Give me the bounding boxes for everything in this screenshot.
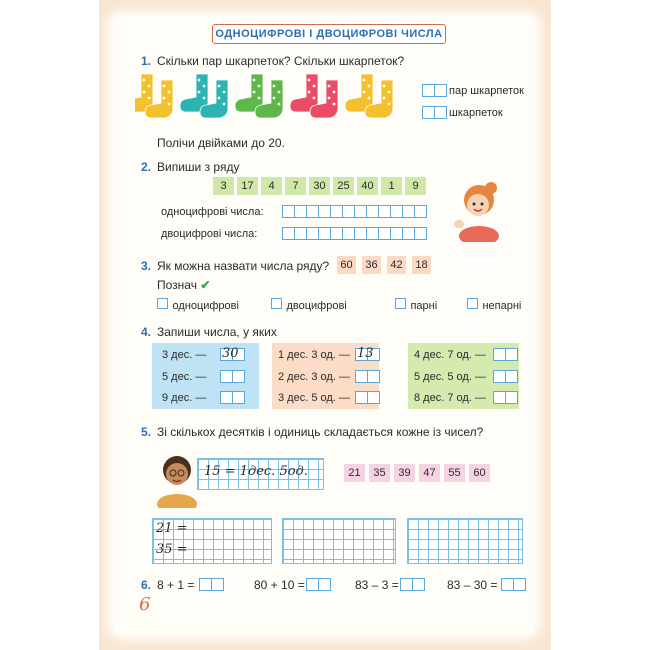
number-chip: 4: [261, 177, 282, 195]
sock-dot: [258, 85, 261, 88]
sock-dot: [253, 79, 256, 82]
tens-card-3: [408, 343, 519, 409]
answer-boxes[interactable]: [220, 391, 244, 404]
sock-dot: [328, 97, 331, 100]
double-digit-boxes[interactable]: [282, 227, 426, 240]
grid-row-21: 21 =: [156, 521, 188, 536]
number-chip: 36: [362, 256, 381, 274]
sock-dot: [148, 97, 151, 100]
sock-dot: [313, 97, 316, 100]
option-label: одноцифрові: [172, 300, 239, 312]
number-chip: 3: [213, 177, 234, 195]
number-chip: 60: [337, 256, 356, 274]
answer-grid-1[interactable]: [152, 518, 272, 564]
card-line-label: 2 дес. 3 од. —: [278, 371, 350, 383]
handwritten-answer: 13: [357, 346, 374, 361]
sock-dot: [273, 85, 276, 88]
tens-card-2: [272, 343, 379, 409]
option-label: двоцифрові: [286, 300, 347, 312]
option-dvotsyfrovi[interactable]: [271, 296, 347, 314]
expr-4: 83 – 30 =: [447, 578, 498, 592]
number-chip: 1: [381, 177, 402, 195]
answer-boxes[interactable]: [493, 348, 517, 361]
sock-dot: [253, 91, 256, 94]
sock-dot: [363, 79, 366, 82]
number-chip: 9: [405, 177, 426, 195]
checkmark-icon: ✔: [200, 278, 211, 292]
expr-1: 8 + 1 =: [157, 578, 195, 592]
task5-question: Зі скількох десятків і одиниць складається кожне із чисел?: [157, 425, 484, 439]
answer-boxes[interactable]: [355, 391, 379, 404]
pairs-answer-boxes[interactable]: [422, 84, 446, 97]
card-line-label: 5 дес. —: [162, 371, 207, 383]
tens-card-1: [152, 343, 259, 409]
answer-cell[interactable]: [414, 205, 427, 218]
sock-dot: [388, 103, 391, 106]
task2-number: 2.: [141, 160, 152, 174]
number-chip: 18: [412, 256, 431, 274]
card-line-label: 4 дес. 7 од. —: [414, 349, 486, 361]
socks-illustration: [135, 72, 415, 132]
sock-dot: [163, 85, 166, 88]
sock-dot: [218, 85, 221, 88]
option-odnotsyfrovi[interactable]: [157, 296, 239, 314]
number-chip: 60: [469, 464, 490, 482]
answer-grid-3[interactable]: [407, 518, 523, 564]
card-line-label: 3 дес. 5 од. —: [278, 392, 350, 404]
number-chip: 35: [369, 464, 390, 482]
number-chip: 7: [285, 177, 306, 195]
sock-dot: [168, 91, 171, 94]
sock-dot: [218, 97, 221, 100]
sock-dot: [203, 85, 206, 88]
option-neparni[interactable]: [467, 296, 521, 314]
expr-3: 83 – 3 =: [355, 578, 399, 592]
option-parni[interactable]: [395, 296, 437, 314]
number-chip: 30: [309, 177, 330, 195]
sock-dot: [168, 103, 171, 106]
expr-4-boxes[interactable]: [501, 578, 525, 591]
sock-dot: [258, 97, 261, 100]
card-line-label: 8 дес. 7 од. —: [414, 392, 486, 404]
expr-2: 80 + 10 =: [254, 578, 305, 592]
number-chip: 42: [387, 256, 406, 274]
sock-dot: [383, 97, 386, 100]
sock-dot: [368, 97, 371, 100]
sock-dot: [198, 91, 201, 94]
sock-dot: [328, 85, 331, 88]
sock-dot: [273, 97, 276, 100]
task5-number: 5.: [141, 425, 152, 439]
sock-dot: [333, 103, 336, 106]
task5-number-row: [344, 464, 490, 482]
socks-label: шкарпеток: [449, 107, 503, 119]
answer-grid-2[interactable]: [282, 518, 396, 564]
task1-note: Полічи двійками до 20.: [157, 136, 285, 150]
task2-number-row: [213, 177, 426, 195]
answer-boxes[interactable]: [355, 370, 379, 383]
sock-dot: [198, 79, 201, 82]
boy-illustration: [155, 452, 201, 508]
checkbox-icon[interactable]: [395, 298, 406, 309]
sock-dot: [223, 103, 226, 106]
card-line-label: 3 дес. —: [162, 349, 207, 361]
number-chip: 17: [237, 177, 258, 195]
example-handwriting: 15 = 1дес. 5од.: [204, 464, 308, 479]
expr-2-boxes[interactable]: [306, 578, 330, 591]
sock-dot: [383, 85, 386, 88]
card-line-label: 9 дес. —: [162, 392, 207, 404]
sock-dot: [368, 85, 371, 88]
sock-dot: [313, 85, 316, 88]
checkbox-icon[interactable]: [157, 298, 168, 309]
single-digit-label: одноцифрові числа:: [161, 206, 264, 218]
task6-number: 6.: [141, 578, 152, 592]
expr-1-boxes[interactable]: [199, 578, 223, 591]
sock-dot: [163, 97, 166, 100]
page-number: 6: [139, 594, 151, 615]
task3-number-row: [337, 256, 431, 274]
sock-dot: [148, 85, 151, 88]
task1-question: Скільки пар шкарпеток? Скільки шкарпеток?: [157, 54, 405, 68]
option-label: парні: [410, 300, 438, 312]
sock-dot: [278, 91, 281, 94]
card-line-label: 5 дес. 5 од. —: [414, 371, 486, 383]
page-title: ОДНОЦИФРОВІ І ДВОЦИФРОВІ ЧИСЛА: [212, 24, 446, 44]
grid-row-35: 35 =: [156, 542, 188, 557]
answer-cell[interactable]: [414, 227, 427, 240]
task4-number: 4.: [141, 325, 152, 339]
sock-dot: [308, 79, 311, 82]
sock-dot: [143, 91, 146, 94]
option-label: непарні: [482, 300, 522, 312]
workbook-page: [99, 0, 551, 650]
girl-illustration: [451, 178, 505, 242]
answer-boxes[interactable]: [493, 370, 517, 383]
number-chip: 55: [444, 464, 465, 482]
mark-instruction: [157, 278, 210, 292]
answer-boxes[interactable]: [493, 391, 517, 404]
mark-text: Познач: [157, 278, 197, 292]
sock-dot: [388, 91, 391, 94]
handwritten-answer: 30: [222, 346, 239, 361]
number-chip: 25: [333, 177, 354, 195]
socks-answer-boxes[interactable]: [422, 106, 446, 119]
pairs-label: пар шкарпеток: [449, 85, 524, 97]
expr-3-boxes[interactable]: [400, 578, 424, 591]
number-chip: 40: [357, 177, 378, 195]
task3-question: Як можна назвати числа ряду?: [157, 259, 330, 273]
number-chip: 47: [419, 464, 440, 482]
task2-question: Випиши з ряду: [157, 160, 240, 174]
single-digit-boxes[interactable]: [282, 205, 426, 218]
number-chip: 21: [344, 464, 365, 482]
example-grid: [197, 458, 324, 490]
sock-dot: [143, 79, 146, 82]
sock-dot: [308, 91, 311, 94]
sock-dot: [363, 91, 366, 94]
checkbox-icon[interactable]: [271, 298, 282, 309]
sock-dot: [203, 97, 206, 100]
number-chip: 39: [394, 464, 415, 482]
sock-dot: [333, 91, 336, 94]
answer-boxes[interactable]: [220, 370, 244, 383]
card-line-label: 1 дес. 3 од. —: [278, 349, 350, 361]
task1-number: 1.: [141, 54, 152, 68]
sock-dot: [223, 91, 226, 94]
task4-question: Запиши числа, у яких: [157, 325, 277, 339]
double-digit-label: двоцифрові числа:: [161, 228, 258, 240]
task3-number: 3.: [141, 259, 152, 273]
checkbox-icon[interactable]: [467, 298, 478, 309]
sock-dot: [278, 103, 281, 106]
